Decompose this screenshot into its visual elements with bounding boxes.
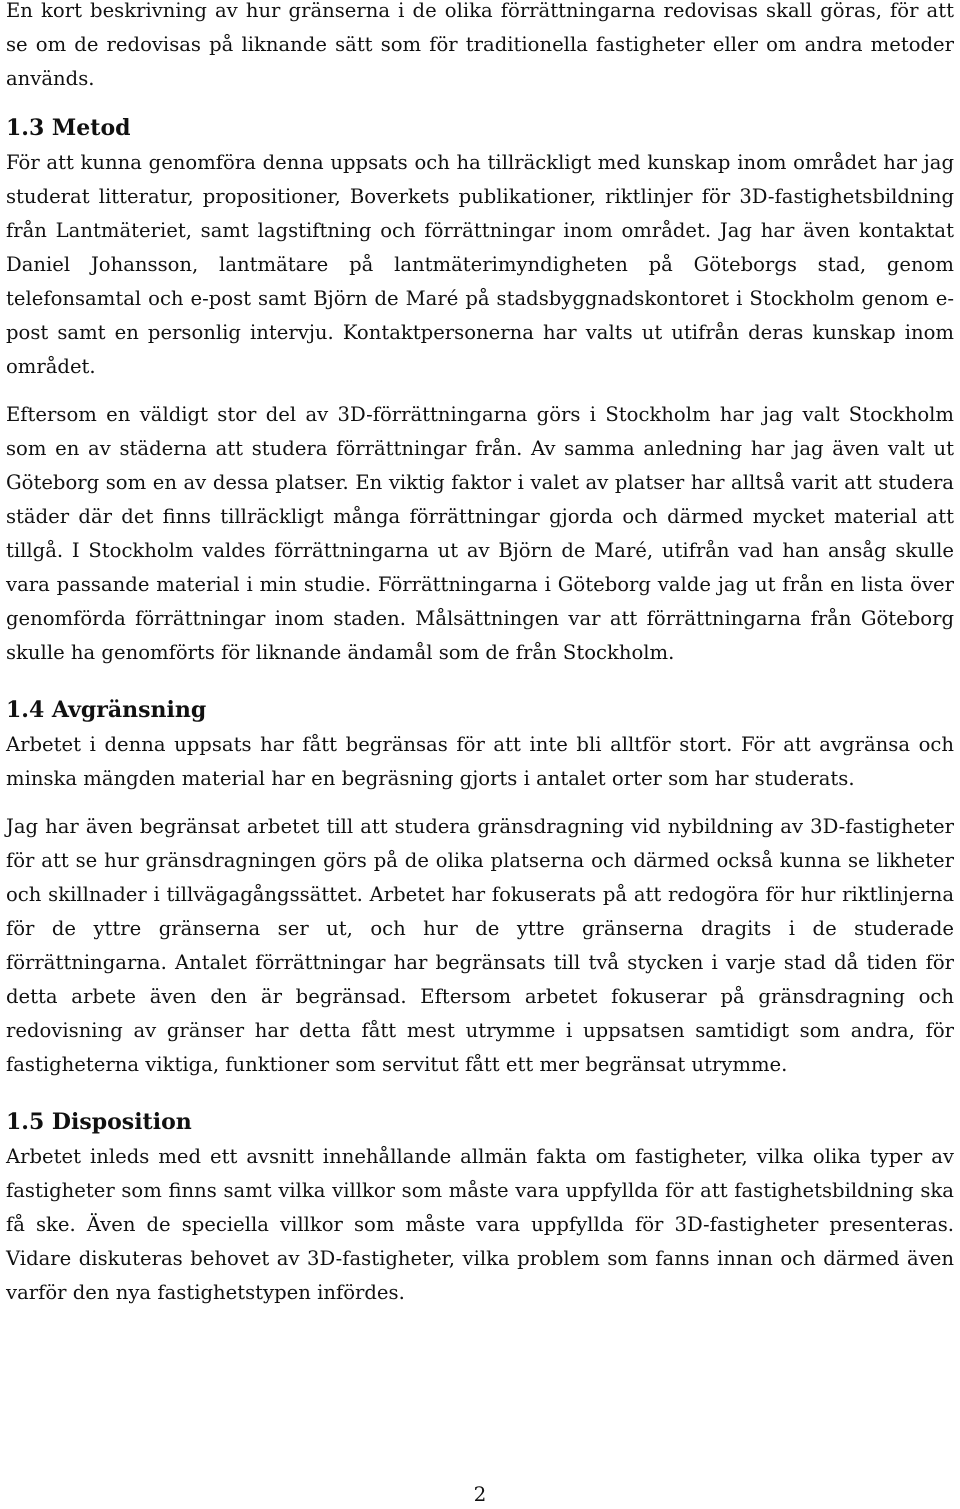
metod-paragraph-1: För att kunna genomföra denna uppsats och ha tillräckligt med kunskap inom området har jag studerat litteratur, propositioner, Boverkets publikationer, riktlinjer för 3D-fastighetsbildning från Lantmäteriet, samt lagstiftning och förrättningar inom området. Jag har även kontaktat Daniel Johansson, lantmätare på lantmäterimyndigheten på Göteborgs stad, genom telefonsamtal och e-post samt Björn de Maré på stadsbyggnadskontoret i Stockholm genom e-post samt en personlig intervju. Kontaktpersonerna har valts ut utifrån deras kunskap inom området. <box>6 151 954 378</box>
page-number: 2 <box>473 1482 487 1506</box>
section-heading-avgransning: 1.4 Avgränsning <box>6 697 207 723</box>
metod-paragraph-2: Eftersom en väldigt stor del av 3D-förrättningarna görs i Stockholm har jag valt Stockholm som en av städerna att studera förrättningar från. Av samma anledning har jag även valt ut Göteborg som en av dessa platser. En viktig faktor i valet av platser har alltså varit att studera städer där det finns tillräckligt många förrättningar gjorda och därmed mycket material att tillgå. I Stockholm valdes förrättningarna ut av Björn de Maré, utifrån vad han ansåg skulle vara passande material i min studie. Förrättningarna i Göteborg valde jag ut från en lista över genomförda förrättningar inom staden. Målsättningen var att förrättningarna från Göteborg skulle ha genomförts för liknande ändamål som de från Stockholm. <box>6 403 954 664</box>
section-heading-disposition: 1.5 Disposition <box>6 1109 192 1135</box>
disposition-paragraph-1: Arbetet inleds med ett avsnitt innehållande allmän fakta om fastigheter, vilka olika typer av fastigheter som finns samt vilka villkor som måste vara uppfyllda för att fastighetsbildning ska få ske. Även de speciella villkor som måste vara uppfyllda för 3D-fastigheter presenteras. Vidare diskuteras behovet av 3D-fastigheter, vilka problem som fanns innan och därmed även varför den nya fastighetstypen infördes. <box>6 1145 954 1304</box>
avgransning-paragraph-1: Arbetet i denna uppsats har fått begränsas för att inte bli alltför stort. För att avgränsa och minska mängden material har en begräsning gjorts i antalet orter som har studerats. <box>6 733 954 790</box>
document-page <box>6 0 954 1310</box>
section-heading-metod: 1.3 Metod <box>6 115 131 141</box>
intro-paragraph: En kort beskrivning av hur gränserna i de olika förrättningarna redovisas skall göras, för att se om de redovisas på liknande sätt som för traditionella fastigheter eller om andra metoder används. <box>6 0 954 90</box>
avgransning-paragraph-2: Jag har även begränsat arbetet till att studera gränsdragning vid nybildning av 3D-fastigheter för att se hur gränsdragningen görs på de olika platserna och därmed också kunna se likheter och skillnader i tillvägagångssättet. Arbetet har fokuserats på att redogöra för hur riktlinjerna för de yttre gränserna ser ut, och hur de yttre gränserna dragits i de studerade förrättningarna. Antalet förrättningar har begränsats till två stycken i varje stad då tiden för detta arbete även den är begränsad. Eftersom arbetet fokuserar på gränsdragning och redovisning av gränser har detta fått mest utrymme i uppsatsen samtidigt som andra, för fastigheterna viktiga, funktioner som servitut fått ett mer begränsat utrymme. <box>6 815 954 1076</box>
